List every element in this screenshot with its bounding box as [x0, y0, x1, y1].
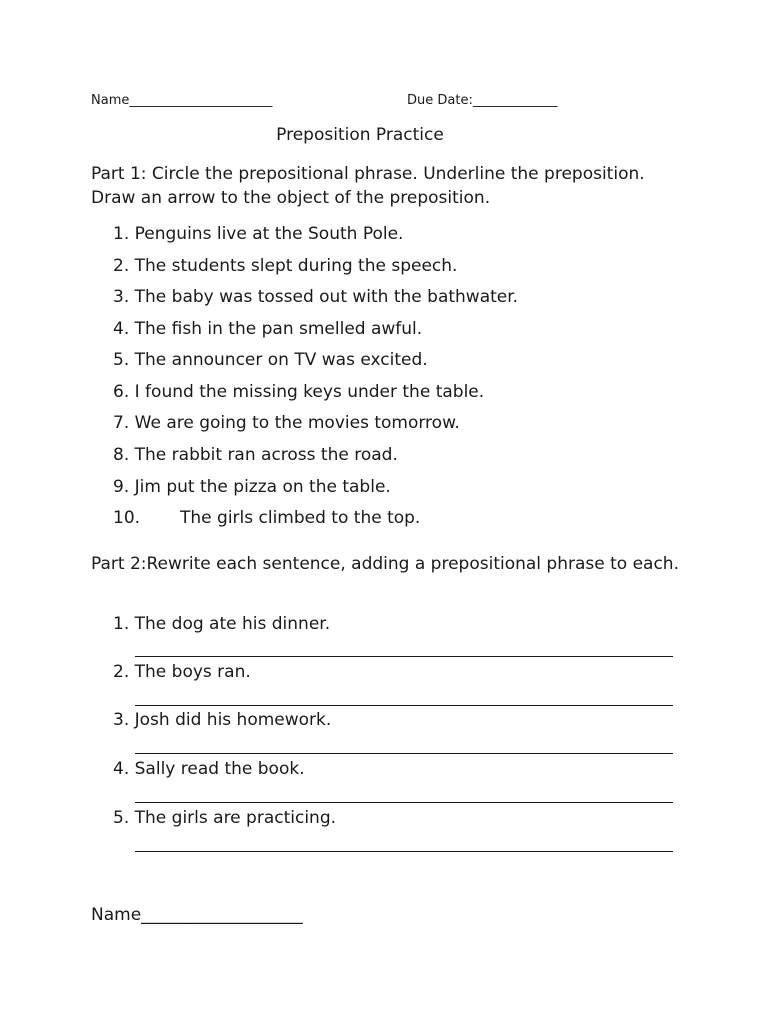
header-due-date-field: Due Date:_____________ — [407, 93, 558, 108]
item-number: 4. — [113, 759, 130, 779]
answer-line[interactable] — [135, 753, 673, 754]
part1-item — [113, 350, 428, 370]
item-sentence: The announcer on TV was excited. — [134, 350, 428, 370]
item-sentence: The fish in the pan smelled awful. — [134, 319, 423, 339]
answer-line[interactable] — [135, 656, 673, 657]
item-number: 3. — [113, 710, 130, 730]
header-name-field: Name______________________ — [91, 93, 273, 108]
page-title: Preposition Practice — [276, 125, 444, 145]
part1-item — [113, 445, 398, 465]
item-number: 2. — [113, 256, 130, 276]
item-sentence: The girls climbed to the top. — [180, 508, 421, 528]
part1-item — [113, 382, 484, 402]
item-number: 3. — [113, 287, 130, 307]
part1-item — [113, 287, 518, 307]
item-number: 9. — [113, 477, 130, 497]
item-number: 8. — [113, 445, 130, 465]
part1-instructions: Part 1: Circle the prepositional phrase. Underline the preposition. Draw an arrow to the object of the preposition. — [91, 164, 645, 208]
part1-item — [113, 319, 422, 339]
part2-item — [113, 710, 331, 730]
item-sentence: The girls are practicing. — [134, 808, 337, 828]
item-sentence: The baby was tossed out with the bathwater. — [134, 287, 519, 307]
item-number: 6. — [113, 382, 130, 402]
item-sentence: The rabbit ran across the road. — [134, 445, 398, 465]
item-number: 5. — [113, 350, 130, 370]
part1-item — [113, 508, 420, 528]
answer-line[interactable] — [135, 802, 673, 803]
item-sentence: Jim put the pizza on the table. — [134, 477, 391, 497]
item-sentence: I found the missing keys under the table. — [134, 382, 485, 402]
part2-item — [113, 808, 336, 828]
item-sentence: The boys ran. — [134, 662, 251, 682]
item-sentence: Sally read the book. — [134, 759, 305, 779]
part1-item — [113, 413, 460, 433]
part1-item — [113, 256, 457, 276]
item-number: 4. — [113, 319, 130, 339]
footer-name-field: Name___________________ — [91, 905, 303, 925]
part1-item — [113, 477, 391, 497]
item-number: 10. — [113, 508, 141, 528]
item-sentence: The dog ate his dinner. — [134, 614, 331, 634]
item-number: 7. — [113, 413, 130, 433]
item-number: 1. — [113, 614, 130, 634]
item-number: 5. — [113, 808, 130, 828]
item-sentence: The students slept during the speech. — [134, 256, 458, 276]
part2-item — [113, 759, 305, 779]
part1-item — [113, 224, 403, 244]
part2-instructions: Part 2:Rewrite each sentence, adding a prepositional phrase to each. — [91, 554, 679, 574]
item-number: 1. — [113, 224, 130, 244]
item-sentence: Penguins live at the South Pole. — [134, 224, 404, 244]
part2-item — [113, 662, 251, 682]
item-sentence: Josh did his homework. — [134, 710, 332, 730]
answer-line[interactable] — [135, 705, 673, 706]
part2-item — [113, 614, 330, 634]
item-sentence: We are going to the movies tomorrow. — [134, 413, 460, 433]
item-number: 2. — [113, 662, 130, 682]
answer-line[interactable] — [135, 851, 673, 852]
